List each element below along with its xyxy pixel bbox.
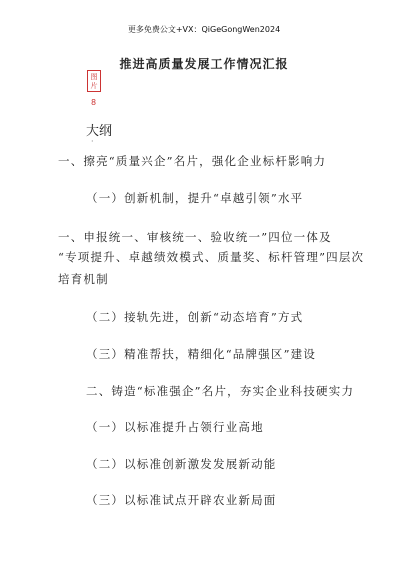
header-note: 更多免费公文+VX：QiGeGongWen2024 [127,25,281,34]
paragraph-line-1: 一、申报统一、审核统一、验收统一”四位一体及 [58,230,332,244]
outline-dot: · [91,137,94,146]
subsection-1-2: （二）接轨先进，创新“动态培育”方式 [86,310,304,324]
image-placeholder-icon: 图片 [87,70,101,92]
subsection-1-3: （三）精准帮扶，精细化“品牌强区”建设 [86,347,317,361]
subsection-2-3: （三）以标准试点开辟农业新局面 [86,493,277,507]
subsection-2-2: （二）以标准创新激发发展新动能 [86,457,277,471]
paragraph-line-3: 培育机制 [58,272,109,286]
section-heading-2: 二、铸造“标准强企”名片，夯实企业科技硬实力 [86,384,355,398]
document-title: 推进高质量发展工作情况汇报 [119,57,289,71]
image-placeholder-mark: 8 [91,98,97,107]
section-heading-1: 一、擦亮“质量兴企”名片，强化企业标杆影响力 [58,154,327,168]
subsection-1-1: （一）创新机制，提升“卓越引领”水平 [86,191,304,205]
outline-heading: 大纲 [86,124,113,139]
subsection-2-1: （一）以标准提升占领行业高地 [86,420,264,434]
paragraph-line-2: “专项提升、卓越绩效模式、质量奖、标杆管理”四层次 [58,250,365,264]
